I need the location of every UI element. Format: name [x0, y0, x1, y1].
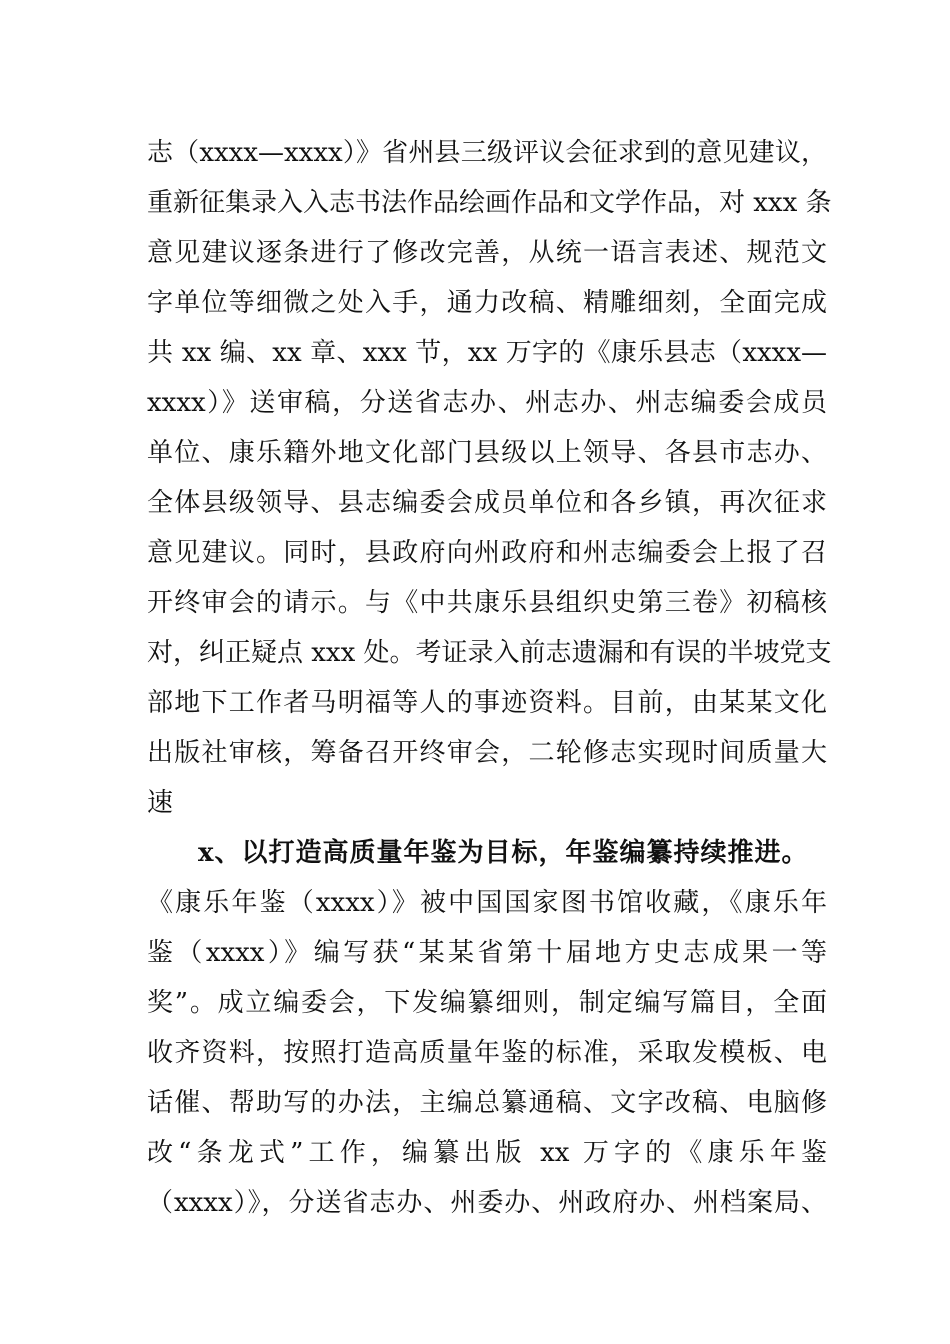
paragraph-line: 对，纠正疑点 xxx 处。考证录入前志遗漏和有误的半坡党支: [147, 638, 832, 668]
paragraph-line: 共 xx 编、xx 章、xxx 节，xx 万字的《康乐县志（xxxx—: [147, 338, 827, 368]
paragraph-line: 志（xxxx—xxxx）》省州县三级评议会征求到的意见建议，: [147, 138, 827, 168]
paragraph-line: 全体县级领导、县志编委会成员单位和各乡镇，再次征求: [147, 488, 827, 518]
paragraph-line: 字单位等细微之处入手，通力改稿、精雕细刻，全面完成: [147, 288, 827, 318]
paragraph-line: 收齐资料，按照打造高质量年鉴的标准，采取发模板、电: [147, 1038, 827, 1068]
paragraph-line: （xxxx）》，分送省志办、州委办、州政府办、州档案局、: [147, 1188, 827, 1218]
paragraph-line: 部地下工作者马明福等人的事迹资料。目前，由某某文化: [147, 688, 827, 718]
paragraph-line: 话催、帮助写的办法，主编总纂通稿、文字改稿、电脑修: [147, 1088, 827, 1118]
paragraph-line: 单位、康乐籍外地文化部门县级以上领导、各县市志办、: [147, 438, 827, 468]
paragraph-line: 开终审会的请示。与《中共康乐县组织史第三卷》初稿核: [147, 588, 827, 618]
section-heading: x、以打造高质量年鉴为目标，年鉴编纂持续推进。: [198, 838, 809, 868]
paragraph-line: 鉴（xxxx）》编写获“某某省第十届地方史志成果一等: [147, 938, 827, 968]
paragraph-line: 《康乐年鉴（xxxx）》被中国国家图书馆收藏，《康乐年: [147, 888, 827, 918]
paragraph-line: 改“条龙式”工作，编纂出版 xx 万字的《康乐年鉴: [147, 1138, 827, 1168]
paragraph-line: xxxx）》送审稿，分送省志办、州志办、州志编委会成员: [147, 388, 827, 418]
paragraph-line: 意见建议逐条进行了修改完善，从统一语言表述、规范文: [147, 238, 827, 268]
paragraph-line: 意见建议。同时，县政府向州政府和州志编委会上报了召: [147, 538, 827, 568]
paragraph-line-last: 速: [147, 788, 174, 818]
paragraph-line: 重新征集录入入志书法作品绘画作品和文学作品，对 xxx 条: [147, 188, 832, 218]
paragraph-line: 奖”。成立编委会，下发编纂细则，制定编写篇目，全面: [147, 988, 827, 1018]
paragraph-line: 出版社审核，筹备召开终审会，二轮修志实现时间质量大: [147, 738, 827, 768]
